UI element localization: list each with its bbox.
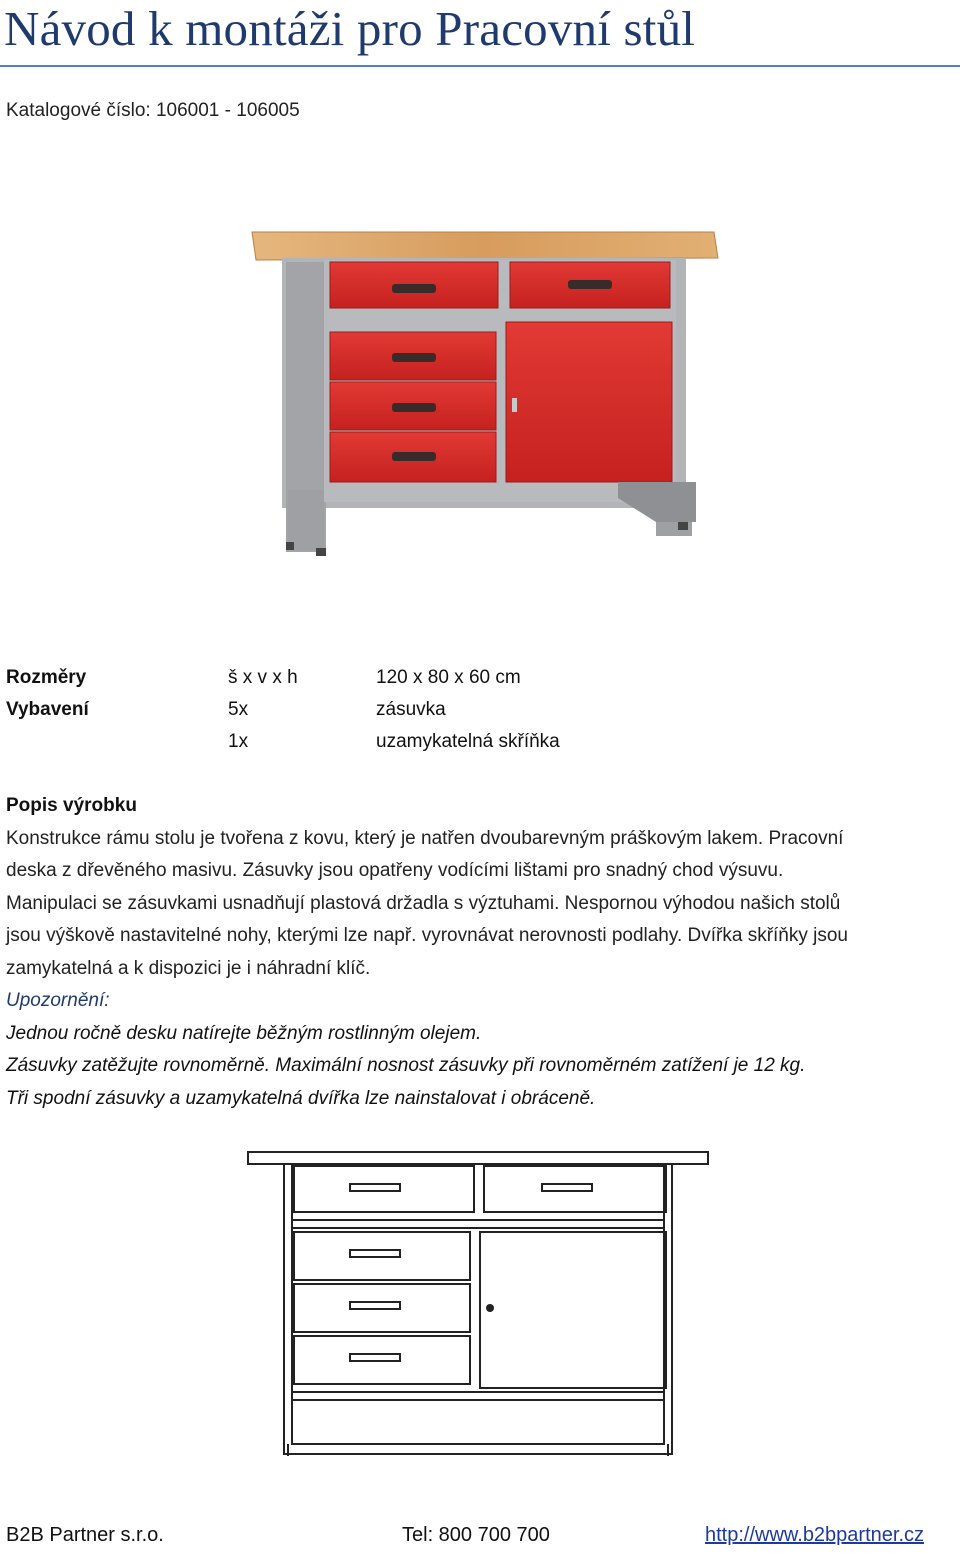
notice-line: Jednou ročně desku natírejte běžným rostlinným olejem. xyxy=(6,1022,482,1044)
notice-line: Zásuvky zatěžujte rovnoměrně. Maximální nosnost zásuvky při rovnoměrném zatížení je 12 kg. xyxy=(6,1055,806,1076)
door-lock-icon xyxy=(486,1304,494,1312)
footer-website-link[interactable]: http://www.b2bpartner.cz xyxy=(705,1524,925,1546)
spec-unit: 1x xyxy=(228,731,249,752)
catalog-number: Katalogové číslo: 106001 - 106005 xyxy=(6,100,300,121)
spec-value: zásuvka xyxy=(376,699,446,720)
description-line: Konstrukce rámu stolu je tvořena z kovu, který je natřen dvoubarevným práškovým lakem. Pracovní xyxy=(6,827,844,849)
spec-label: Rozměry xyxy=(6,667,87,688)
notice-heading: Upozornění: xyxy=(6,990,110,1011)
footer-phone: Tel: 800 700 700 xyxy=(402,1524,550,1546)
description-line: zamykatelná a k dispozici je i náhradní klíč. xyxy=(6,957,371,979)
description-line: deska z dřevěného masivu. Zásuvky jsou opatřeny vodícími lištami pro snadný chod výsuvu. xyxy=(6,860,784,881)
product-description xyxy=(6,790,956,1115)
spec-unit: 5x xyxy=(228,699,249,720)
page-title: Návod k montáži pro Pracovní stůl xyxy=(4,1,696,56)
description-heading: Popis výrobku xyxy=(6,795,137,816)
description-line: jsou výškově nastavitelné nohy, kterými lze např. vyrovnávat nerovnosti podlahy. Dvířka skříňky jsou xyxy=(6,925,849,946)
spec-unit: š x v x h xyxy=(228,667,298,688)
product-photo xyxy=(226,150,726,650)
spec-value: 120 x 80 x 60 cm xyxy=(376,667,521,688)
title-divider xyxy=(0,65,960,67)
spec-value: uzamykatelná skříňka xyxy=(376,731,560,752)
notice-line: Tři spodní zásuvky a uzamykatelná dvířka lze nainstalovat i obráceně. xyxy=(6,1087,596,1109)
spec-label: Vybavení xyxy=(6,699,89,720)
footer-company: B2B Partner s.r.o. xyxy=(6,1524,164,1546)
workbench-line-drawing xyxy=(244,1148,714,1460)
description-line: Manipulaci se zásuvkami usnadňují plastová držadla s výztuhami. Nespornou výhodou našich stolů xyxy=(6,892,841,914)
